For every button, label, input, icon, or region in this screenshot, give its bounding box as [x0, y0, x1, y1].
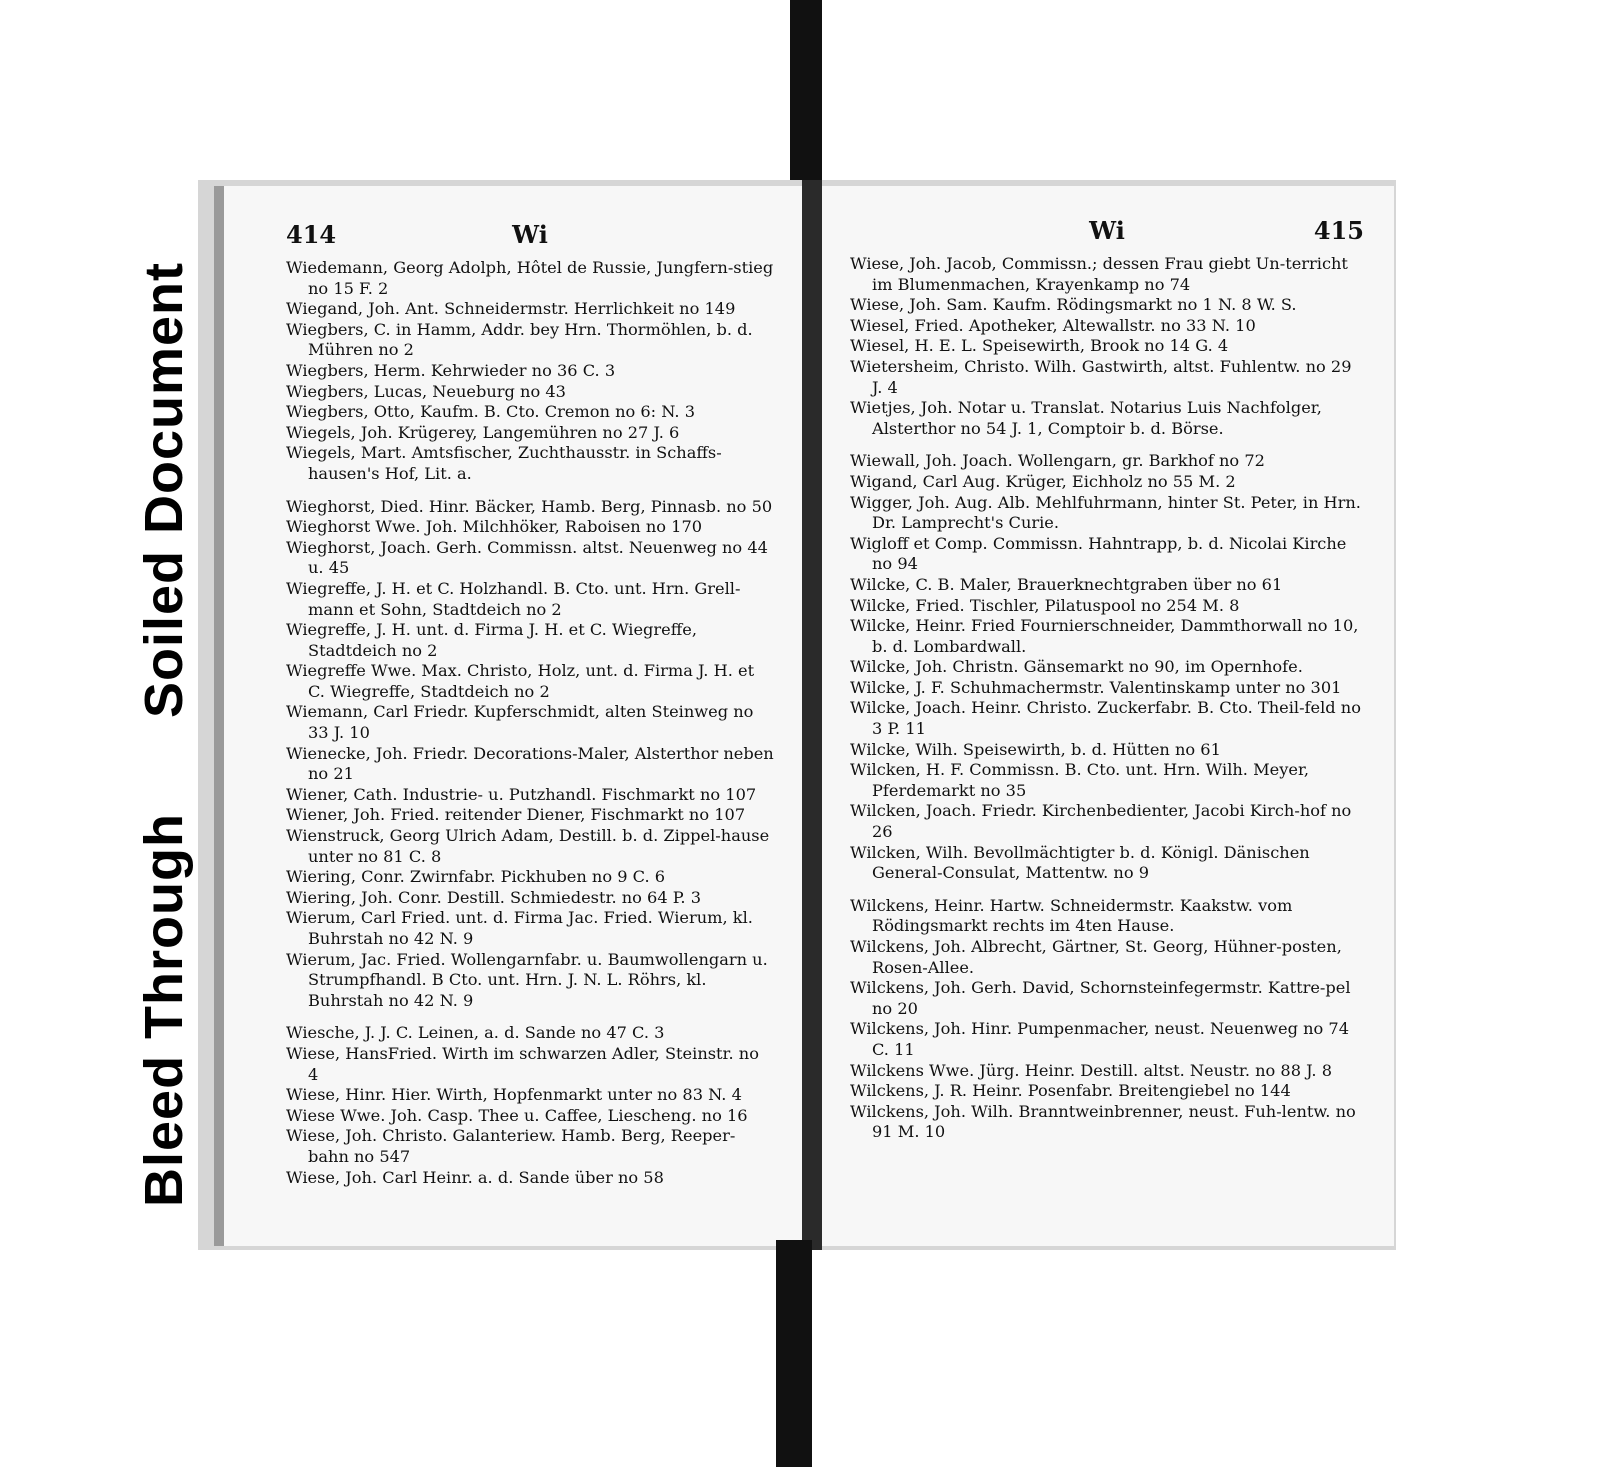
entry: Wiegels, Joh. Krügerey, Langemühren no 27 J. 6 — [286, 422, 680, 442]
entry: Wiesel, H. E. L. Speisewirth, Brook no 14 G. 4 — [850, 336, 1229, 356]
entry: Wiener, Cath. Industrie- u. Putzhandl. Fischmarkt no 107 — [286, 784, 757, 804]
entry: Wiegreffe Wwe. Max. Christo, Holz, unt. d. Firma J. H. et C. Wiegreffe, Stadtdeich no 2 — [286, 661, 755, 701]
entry: Wiegbers, Otto, Kaufm. B. Cto. Cremon no 6: N. 3 — [286, 402, 696, 422]
left-page-header — [286, 220, 774, 256]
label-bleed-through — [120, 775, 208, 1245]
entry: Wierum, Jac. Fried. Wollengarnfabr. u. Baumwollengarn u. Strumpfhandl. B Cto. unt. Hrn. J. N. L. Röhrs, kl. Buhrstah no 42 N. 9 — [286, 949, 768, 1010]
book-gutter — [802, 180, 822, 1250]
entry: Wiegreffe, J. H. et C. Holzhandl. B. Cto. unt. Hrn. Grell-mann et Sohn, Stadtdeich no 2 — [286, 578, 741, 619]
entry: Wienecke, Joh. Friedr. Decorations-Maler, Alsterthor neben no 21 — [286, 743, 774, 784]
entry: Wigger, Joh. Aug. Alb. Mehlfuhrmann, hinter St. Peter, in Hrn. Dr. Lamprecht's Curie. — [850, 492, 1361, 533]
entry: Wilckens, Heinr. Hartw. Schneidermstr. Kaakstw. vom Rödingsmarkt rechts im 4ten Hause. — [850, 895, 1293, 936]
entry: Wilcke, Wilh. Speisewirth, b. d. Hütten no 61 — [850, 739, 1221, 759]
entry: Wiese, Joh. Carl Heinr. a. d. Sande über no 58 — [286, 1167, 664, 1187]
entry: Wilckens, Joh. Gerh. David, Schornsteinfegermstr. Kattre-pel no 20 — [850, 978, 1351, 1018]
entry: Wilcke, C. B. Maler, Brauerknechtgraben über no 61 — [850, 574, 1283, 594]
right-entries — [850, 254, 1364, 1143]
label-soiled-text: Soiled Document — [134, 261, 195, 719]
label-bleed-text: Bleed Through — [134, 813, 195, 1207]
entry: Wieghorst, Died. Hinr. Bäcker, Hamb. Berg, Pinnasb. no 50 — [286, 496, 773, 516]
entry: Wieghorst, Joach. Gerh. Commissn. altst. Neuenweg no 44 u. 45 — [286, 537, 768, 578]
right-page — [822, 186, 1394, 1246]
entry: Wilckens, Joh. Wilh. Branntweinbrenner, neust. Fuh-lentw. no 91 M. 10 — [850, 1101, 1356, 1142]
entry: Wieghorst Wwe. Joh. Milchhöker, Raboisen no 170 — [286, 517, 703, 537]
entry: Wiegand, Joh. Ant. Schneidermstr. Herrlichkeit no 149 — [286, 299, 736, 319]
entry: Wiesche, J. J. C. Leinen, a. d. Sande no 47 C. 3 — [286, 1023, 665, 1043]
right-section-heading: Wi — [1089, 216, 1125, 245]
entry: Wilcke, Joach. Heinr. Christo. Zuckerfabr. B. Cto. Theil-feld no 3 P. 11 — [850, 698, 1361, 739]
entry: Wiewall, Joh. Joach. Wollengarn, gr. Barkhof no 72 — [850, 451, 1265, 471]
entry: Wietersheim, Christo. Wilh. Gastwirth, altst. Fuhlentw. no 29 J. 4 — [850, 356, 1352, 397]
entry: Wiese, Joh. Christo. Galanteriew. Hamb. Berg, Reeper-bahn no 547 — [286, 1126, 736, 1166]
entry: Wigand, Carl Aug. Krüger, Eichholz no 55 M. 2 — [850, 471, 1236, 491]
entry: Wietjes, Joh. Notar u. Translat. Notarius Luis Nachfolger, Alsterthor no 54 J. 1, Comptoir b. d. Börse. — [850, 398, 1322, 438]
entry: Wilcken, H. F. Commissn. B. Cto. unt. Hrn. Wilh. Meyer, Pferdemarkt no 35 — [850, 760, 1310, 800]
entry: Wilcke, Fried. Tischler, Pilatuspool no 254 M. 8 — [850, 595, 1240, 615]
label-soiled-document — [120, 240, 208, 740]
entry: Wiese, Joh. Sam. Kaufm. Rödingsmarkt no 1 N. 8 W. S. — [850, 295, 1297, 315]
entry: Wilcken, Wilh. Bevollmächtigter b. d. Königl. Dänischen General-Consulat, Mattentw. no 9 — [850, 842, 1310, 883]
entry: Wierum, Carl Fried. unt. d. Firma Jac. Fried. Wierum, kl. Buhrstah no 42 N. 9 — [286, 908, 753, 948]
entry: Wiegels, Mart. Amtsfischer, Zuchthausstr. in Schaffs-hausen's Hof, Lit. a. — [286, 443, 722, 483]
entry: Wiegbers, Herm. Kehrwieder no 36 C. 3 — [286, 360, 616, 380]
entry: Wilckens, Joh. Albrecht, Gärtner, St. Georg, Hühner-posten, Rosen-Allee. — [850, 937, 1342, 977]
entry: Wilcken, Joach. Friedr. Kirchenbedienter, Jacobi Kirch-hof no 26 — [850, 801, 1352, 842]
entry: Wiering, Joh. Conr. Destill. Schmiedestr. no 64 P. 3 — [286, 887, 702, 907]
right-page-header — [850, 216, 1364, 252]
entry: Wilckens, Joh. Hinr. Pumpenmacher, neust. Neuenweg no 74 C. 11 — [850, 1019, 1350, 1059]
entry: Wilcke, Joh. Christn. Gänsemarkt no 90, im Opernhofe. — [850, 657, 1303, 677]
entry: Wiegbers, C. in Hamm, Addr. bey Hrn. Thormöhlen, b. d. Mühren no 2 — [286, 319, 753, 360]
left-page — [214, 186, 802, 1246]
right-page-number: 415 — [1313, 216, 1364, 245]
entry: Wiesel, Fried. Apotheker, Altewallstr. no 33 N. 10 — [850, 315, 1256, 335]
entry: Wilckens, J. R. Heinr. Posenfabr. Breitengiebel no 144 — [850, 1081, 1291, 1101]
left-section-heading: Wi — [512, 220, 548, 249]
entry: Wiese Wwe. Joh. Casp. Thee u. Caffee, Liescheng. no 16 — [286, 1105, 748, 1125]
binding-strap-bottom — [776, 1240, 812, 1467]
entry: Wilcke, J. F. Schuhmachermstr. Valentinskamp unter no 301 — [850, 677, 1342, 697]
entry: Wiedemann, Georg Adolph, Hôtel de Russie, Jungfern-stieg no 15 F. 2 — [286, 258, 774, 298]
entry: Wiese, HansFried. Wirth im schwarzen Adler, Steinstr. no 4 — [286, 1043, 759, 1084]
entry: Wiese, Hinr. Hier. Wirth, Hopfenmarkt unter no 83 N. 4 — [286, 1085, 742, 1105]
left-entries — [286, 258, 774, 1188]
entry: Wiegbers, Lucas, Neueburg no 43 — [286, 381, 566, 401]
entry: Wiese, Joh. Jacob, Commissn.; dessen Frau giebt Un-terricht im Blumenmachen, Krayenkamp no 74 — [850, 254, 1348, 294]
entry: Wilckens Wwe. Jürg. Heinr. Destill. altst. Neustr. no 88 J. 8 — [850, 1060, 1333, 1080]
entry: Wigloff et Comp. Commissn. Hahntrapp, b. d. Nicolai Kirche no 94 — [850, 533, 1347, 574]
binding-strap-top — [790, 0, 822, 186]
entry: Wiener, Joh. Fried. reitender Diener, Fischmarkt no 107 — [286, 805, 746, 825]
left-page-number: 414 — [286, 220, 337, 249]
entry: Wiegreffe, J. H. unt. d. Firma J. H. et C. Wiegreffe, Stadtdeich no 2 — [286, 620, 697, 660]
entry: Wienstruck, Georg Ulrich Adam, Destill. b. d. Zippel-hause unter no 81 C. 8 — [286, 826, 770, 866]
entry: Wilcke, Heinr. Fried Fournierschneider, Dammthorwall no 10, b. d. Lombardwall. — [850, 616, 1359, 656]
entry: Wiemann, Carl Friedr. Kupferschmidt, alten Steinweg no 33 J. 10 — [286, 702, 754, 743]
entry: Wiering, Conr. Zwirnfabr. Pickhuben no 9 C. 6 — [286, 867, 666, 887]
